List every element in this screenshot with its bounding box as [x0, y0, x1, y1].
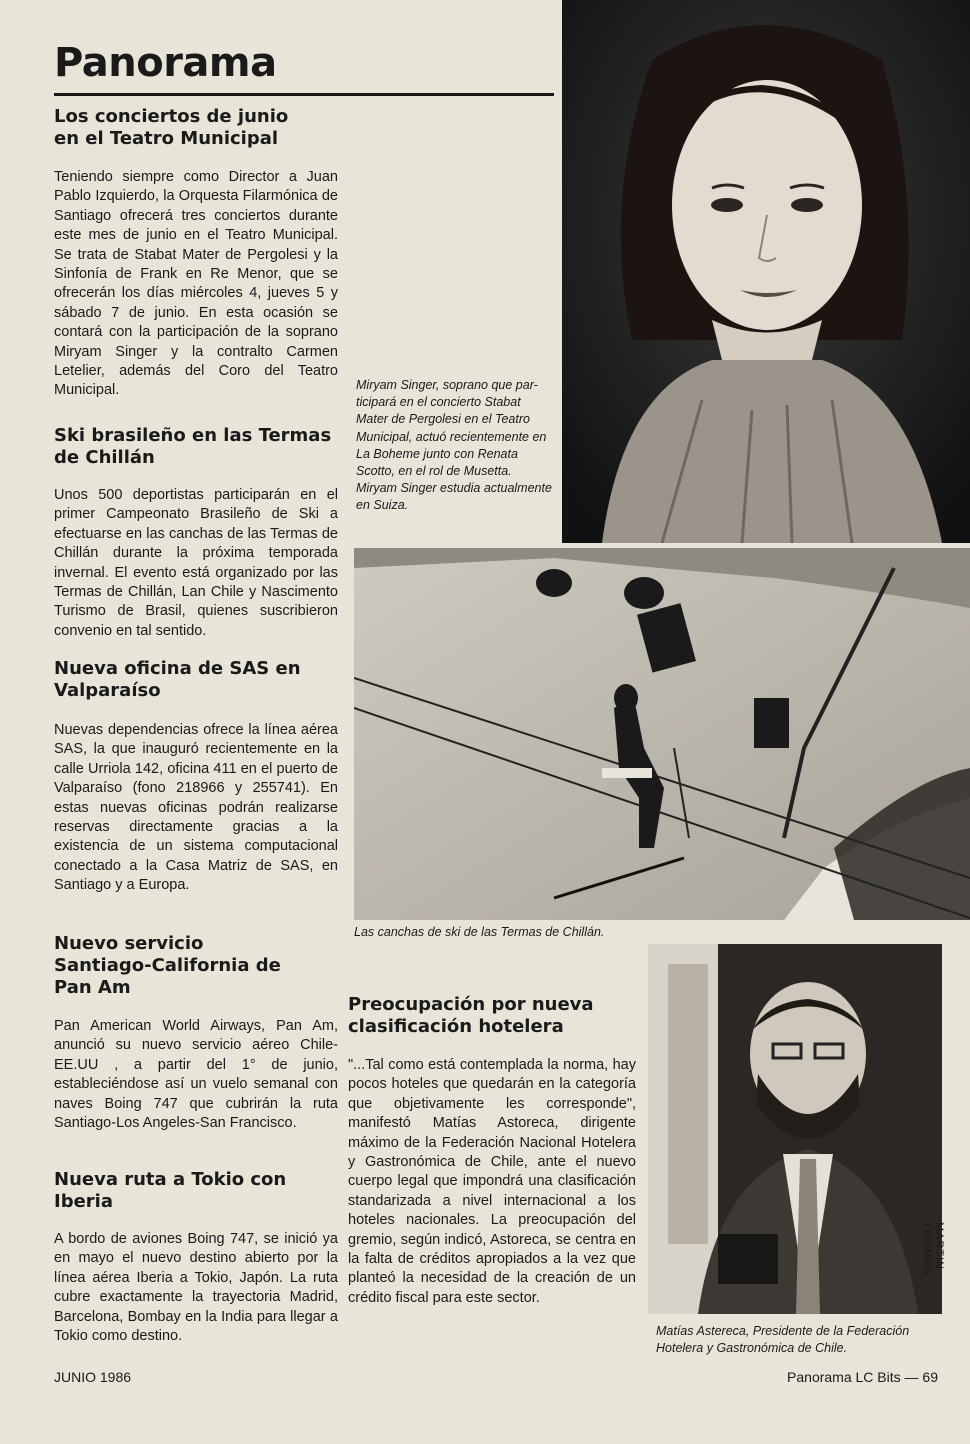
- caption-matias-astoreca: Matías Astereca, Presidente de la Federación Hotelera y Gastronómica de Chile.: [656, 1324, 910, 1356]
- body-iberia: A bordo de aviones Boing 747, se inició ya en mayo el nuevo destino abierto por la línea aérea Iberia a Tokio, Japón. La ruta cubre exactamente la trayectoria Madrid, Barcelona, Bombay en la India para llegar a Tokio como destino.: [54, 1231, 338, 1345]
- photo-credit: MARTIN THOMAS: [921, 1222, 945, 1276]
- section-title: Panorama: [54, 40, 277, 86]
- photo-matias-astoreca: [648, 944, 942, 1314]
- body-ski: Unos 500 deportistas participarán en el primer Campeonato Brasileño de Ski a efectuarse en las canchas de las Termas de Chillán durante la próxima temporada invernal. El evento está organizado por las Termas de Chillán, Lan Chile y Nascimento Turismo de Brasil, quienes suscribieron convenio en tal sentido.: [54, 487, 338, 639]
- caption-ski-slopes: Las canchas de ski de las Termas de Chillán.: [354, 925, 605, 939]
- headline-sas: Nueva oficina de SAS en Valparaíso: [54, 658, 301, 701]
- headline-panam: Nuevo servicio Santiago-California de Pan Am: [54, 933, 281, 998]
- body-sas: Nuevas dependencias ofrece la línea aérea SAS, la que inauguró recientemente en la calle Urriola 142, oficina 411 en el puerto de Valparaíso (fono 218966 y 255741). En estas nuevas oficinas podrán realizarse reservas directamente gracias a la existencia de un sistema computacional conectado a la Casa Matriz de SAS, en Santiago y a Europa.: [54, 722, 338, 894]
- title-rule: [54, 93, 554, 96]
- photo-ski-slopes: [354, 548, 970, 920]
- caption-miryam-singer: Miryam Singer, soprano que par-ticipará en el concierto Stabat Mater de Pergolesi en el Teatro Municipal, actuó recientemente en La Boheme junto con Renata Scotto, en el rol de Musetta. Miryam Singer estudia actualmente en Suiza.: [356, 378, 552, 513]
- headline-hotelera: Preocupación por nueva clasificación hotelera: [348, 994, 594, 1037]
- body-panam: Pan American World Airways, Pan Am, anunció su nuevo servicio aéreo Chile-EE.UU , a partir del 1° de junio, estableciéndose así un vuelo semanal con naves Boing 747 que cubrirán la ruta Santiago-Los Angeles-San Francisco.: [54, 1018, 338, 1132]
- headline-ski: Ski brasileño en las Termas de Chillán: [54, 425, 332, 468]
- footer-date: JUNIO 1986: [54, 1369, 132, 1385]
- body-conciertos: Teniendo siempre como Director a Juan Pablo Izquierdo, la Orquesta Filarmónica de Santiago ofrecerá tres conciertos durante este mes de junio en el Teatro Municipal. Se trata de Stabat Mater de Pergolesi y la Sinfonía de Frank en Re Menor, que se ofrecerán los días miércoles 4, jueves 5 y sábado 7 de junio. En esta ocasión se contará con la participación de la soprano Miryam Singer y la contralto Carmen Letelier, además del Coro del Teatro Municipal.: [54, 169, 338, 399]
- headline-iberia: Nueva ruta a Tokio con Iberia: [54, 1169, 287, 1212]
- photo-miryam-singer: [562, 0, 970, 543]
- footer-page: Panorama LC Bits — 69: [787, 1369, 938, 1385]
- headline-conciertos: Los conciertos de junio en el Teatro Municipal: [54, 106, 289, 149]
- body-hotelera: "...Tal como está contemplada la norma, hay pocos hoteles que quedarán en la categoría que objetivamente les corresponde", manifestó Matías Astoreca, dirigente máximo de la Federación Nacional Hotelera y Gastronómica de Chile, ante el nuevo cuerpo legal que impondrá una clasificación standarizada a nivel internacional a los hoteles nacionales. La preocupación del gremio, según indicó, Astoreca, se centra en la falta de créditos apropiados a la vez que planteó la necesidad de la creación de un crédito fiscal para este sector.: [348, 1057, 636, 1306]
